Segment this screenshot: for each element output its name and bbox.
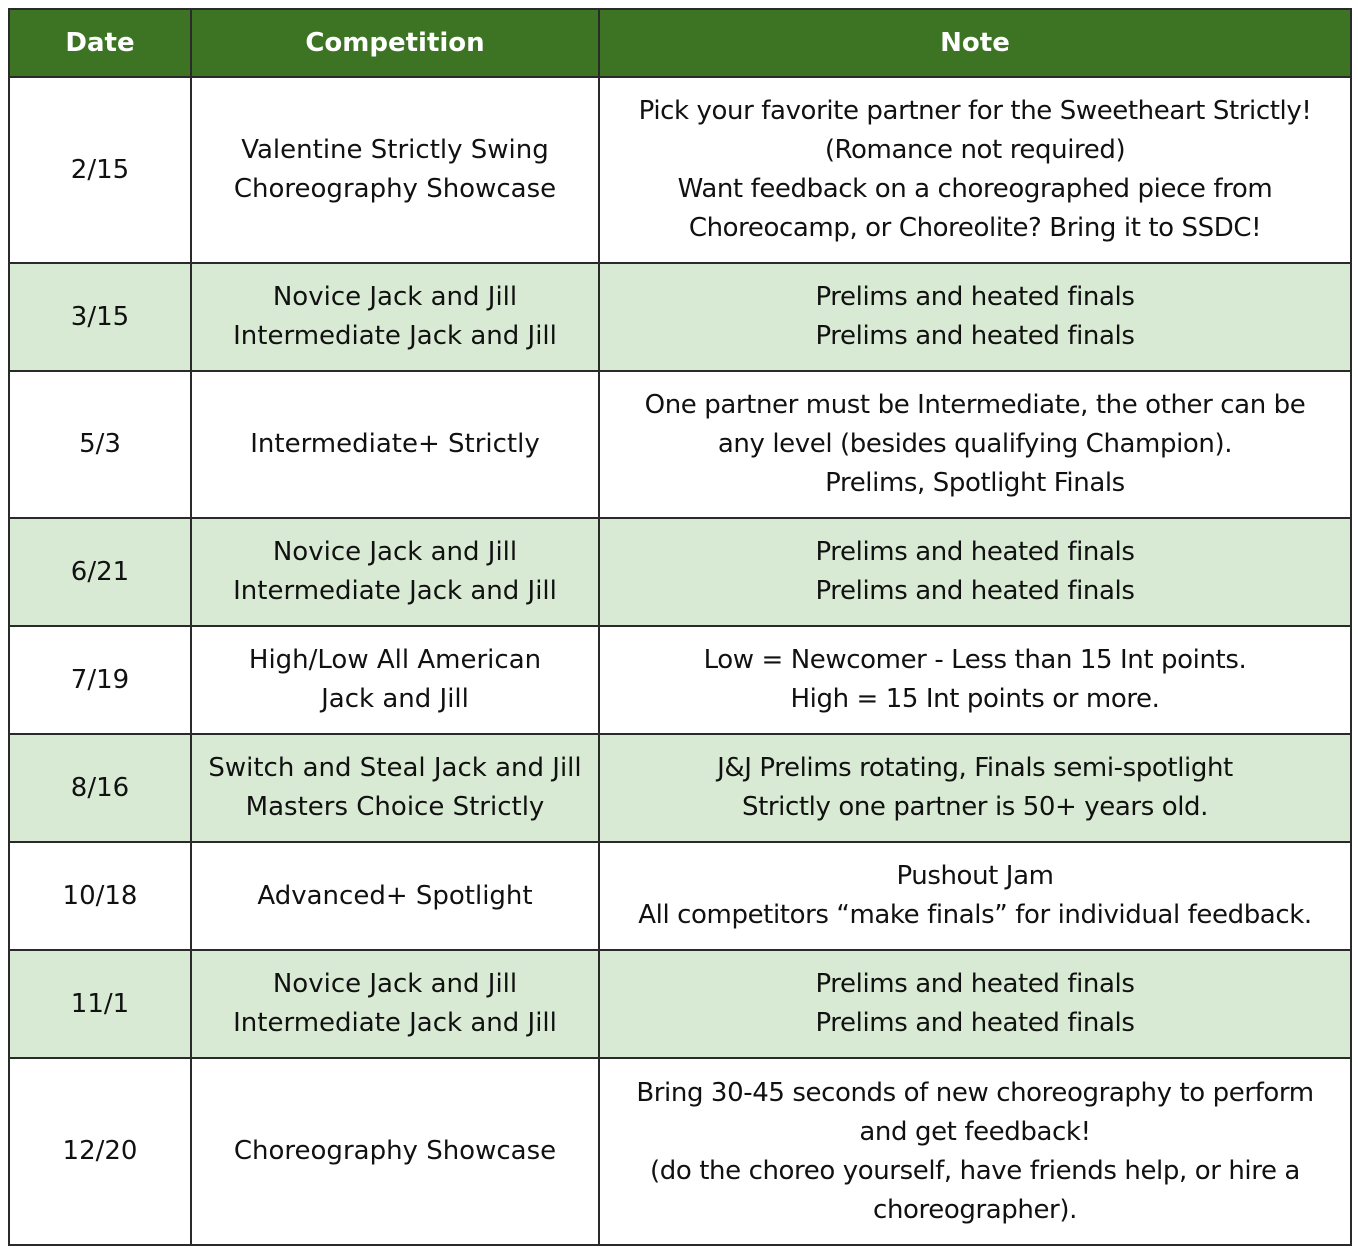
competition-cell <box>191 77 599 263</box>
header-note: Note <box>599 9 1351 77</box>
note-line: and get feedback! <box>859 1116 1091 1147</box>
competition-cell <box>191 1058 599 1245</box>
competition-line: Switch and Steal Jack and Jill <box>208 753 582 783</box>
table-row <box>9 734 1351 842</box>
note-cell <box>599 518 1351 626</box>
header-date: Date <box>9 9 191 77</box>
table-row <box>9 626 1351 734</box>
table-row <box>9 371 1351 518</box>
note-line: Prelims, Spotlight Finals <box>825 468 1125 498</box>
competition-line: Novice Jack and Jill <box>272 537 518 567</box>
competition-line: Valentine Strictly Swing <box>241 135 549 165</box>
note-cell <box>599 371 1351 518</box>
header-competition: Competition <box>191 9 599 77</box>
competition-line: Masters Choice Strictly <box>245 792 545 822</box>
date-cell: 8/16 <box>9 734 191 842</box>
note-line: Prelims and heated finals <box>815 321 1135 351</box>
note-cell <box>599 950 1351 1058</box>
note-cell <box>599 77 1351 263</box>
note-line: Prelims and heated finals <box>815 537 1135 567</box>
date-cell: 10/18 <box>9 842 191 950</box>
note-line: High = 15 Int points or more. <box>790 684 1160 714</box>
table-row <box>9 518 1351 626</box>
date-cell: 12/20 <box>9 1058 191 1245</box>
competition-schedule-table <box>8 8 1352 1246</box>
competition-line: Novice Jack and Jill <box>272 282 518 312</box>
date-cell: 3/15 <box>9 263 191 371</box>
competition-line: Intermediate Jack and Jill <box>233 576 557 606</box>
competition-cell <box>191 734 599 842</box>
table-row <box>9 842 1351 950</box>
competition-line: Choreography Showcase <box>233 174 557 204</box>
competition-line: Intermediate Jack and Jill <box>233 321 557 351</box>
note-line: J&J Prelims rotating, Finals semi-spotlight <box>717 753 1233 783</box>
note-line: (do the choreo yourself, have friends help, or hire a <box>650 1155 1300 1186</box>
competition-line: Advanced+ Spotlight <box>257 880 533 911</box>
note-cell <box>599 842 1351 950</box>
table-row <box>9 77 1351 263</box>
date-cell: 5/3 <box>9 371 191 518</box>
note-line: Prelims and heated finals <box>815 969 1135 999</box>
note-line: One partner must be Intermediate, the other can be <box>644 390 1306 420</box>
table-row <box>9 1058 1351 1245</box>
note-line: Choreocamp, or Choreolite? Bring it to SSDC! <box>688 213 1262 243</box>
date-cell: 7/19 <box>9 626 191 734</box>
note-line: Pick your favorite partner for the Sweetheart Strictly! <box>638 96 1312 126</box>
table-row <box>9 950 1351 1058</box>
competition-cell <box>191 842 599 950</box>
competition-cell <box>191 371 599 518</box>
date-cell: 11/1 <box>9 950 191 1058</box>
competition-line: Jack and Jill <box>321 684 469 714</box>
competition-cell <box>191 263 599 371</box>
note-line: Want feedback on a choreographed piece from <box>677 174 1273 204</box>
note-line: All competitors “make finals” for individual feedback. <box>638 900 1312 930</box>
note-line: Strictly one partner is 50+ years old. <box>741 792 1209 822</box>
note-line: choreographer). <box>873 1194 1077 1225</box>
note-line: Prelims and heated finals <box>815 282 1135 312</box>
header-row <box>9 9 1351 77</box>
note-line: Low = Newcomer - Less than 15 Int points. <box>703 645 1247 675</box>
note-cell <box>599 1058 1351 1245</box>
competition-line: Intermediate+ Strictly <box>250 429 540 459</box>
competition-line: Intermediate Jack and Jill <box>233 1008 557 1038</box>
competition-line: High/Low All American <box>248 645 542 675</box>
competition-line: Novice Jack and Jill <box>272 969 518 999</box>
note-line: any level (besides qualifying Champion). <box>717 429 1233 459</box>
competition-cell <box>191 950 599 1058</box>
table-row <box>9 263 1351 371</box>
note-cell <box>599 734 1351 842</box>
note-line: Bring 30-45 seconds of new choreography to perform <box>636 1077 1314 1108</box>
note-line: (Romance not required) <box>824 135 1126 165</box>
note-cell <box>599 626 1351 734</box>
note-line: Pushout Jam <box>896 861 1054 891</box>
note-line: Prelims and heated finals <box>815 1008 1135 1038</box>
date-cell: 2/15 <box>9 77 191 263</box>
note-cell <box>599 263 1351 371</box>
date-cell: 6/21 <box>9 518 191 626</box>
note-line: Prelims and heated finals <box>815 576 1135 606</box>
competition-line: Choreography Showcase <box>233 1136 557 1166</box>
competition-cell <box>191 626 599 734</box>
competition-cell <box>191 518 599 626</box>
